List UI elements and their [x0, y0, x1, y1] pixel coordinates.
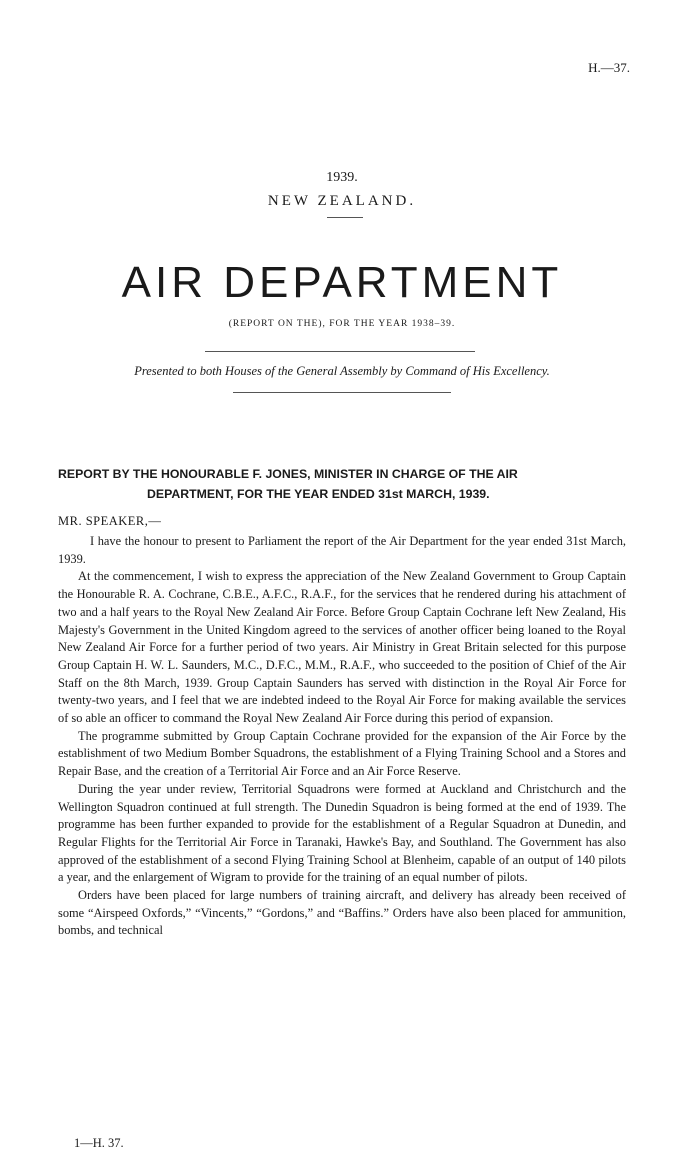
department-title: AIR DEPARTMENT	[121, 258, 563, 307]
body-paragraph: I have the honour to present to Parliament the report of the Air Department for the year ended 31st March, 1939.	[58, 534, 626, 566]
divider-rule	[205, 351, 475, 352]
sheet-reference: 1—H. 37.	[74, 1136, 124, 1150]
report-heading	[58, 464, 626, 504]
report-heading-line-1: REPORT BY THE HONOURABLE F. JONES, MINISTER IN CHARGE OF THE AIR	[58, 467, 518, 481]
page-reference: H.—37.	[588, 60, 630, 75]
salutation: MR. SPEAKER,—	[58, 514, 162, 528]
body-paragraph: Orders have been placed for large numbers of training aircraft, and delivery has already been received of some “Airspeed Oxfords,” “Vincents,” “Gordons,” and “Baffins.” Orders have also been placed for ammunition, bombs, and technical	[58, 888, 626, 938]
body-paragraph: During the year under review, Territorial Squadrons were formed at Auckland and Christchurch and the Wellington Squadron continued at full strength. The Dunedin Squadron is being formed at the end of 1939. The programme has been further expanded to provide for the establishment of a Regular Squadron at Dunedin, and Regular Flights for the Territorial Air Force in Taranaki, Hawke's Bay, and Southland. The Government has also approved of the establishment of a second Flying Training School at Blenheim, capable of an output of 140 pilots a year, and the enlargement of Wigram to provide for the training of an equal number of pilots.	[58, 781, 626, 885]
body-paragraph: At the commencement, I wish to express the appreciation of the New Zealand Government to Group Captain the Honourable R. A. Cochrane, C.B.E., A.F.C., R.A.F., for the services that he rendered during his attachment of two and a half years to the Royal New Zealand Air Force. Before Group Captain Cochrane left New Zealand, His Majesty's Government in the United Kingdom agreed to the services of another officer being loaned to the Royal New Zealand Air Force for a further period of two years. Air Ministry in Great Britain selected for this purpose Group Captain H. W. L. Saunders, M.C., D.F.C., M.M., R.A.F., who succeeded to the position of Chief of the Air Staff on the 8th March, 1939. Group Captain Saunders has served with distinction in the Royal Air Force for twenty-two years, and I feel that we are indebted indeed to the Royal Air Force for making available the services of so able an officer to command the Royal New Zealand Air Force during this period of expansion.	[58, 569, 626, 726]
report-heading-line-2: DEPARTMENT, FOR THE YEAR ENDED 31st MARCH, 1939.	[147, 487, 490, 501]
divider-rule	[327, 217, 363, 218]
divider-rule	[233, 392, 451, 393]
report-body	[58, 533, 626, 940]
presented-statement: Presented to both Houses of the General Assembly by Command of His Excellency.	[134, 364, 550, 378]
body-paragraph: The programme submitted by Group Captain Cochrane provided for the expansion of the Air Force by the establishment of two Medium Bomber Squadrons, the establishment of a Flying Training School and a Stores and Repair Base, and the creation of a Territorial Air Force and an Air Force Reserve.	[58, 728, 626, 779]
report-year: 1939.	[326, 170, 358, 185]
country-heading: NEW ZEALAND.	[267, 193, 417, 209]
report-subtitle: (REPORT ON THE), FOR THE YEAR 1938–39.	[228, 319, 456, 329]
